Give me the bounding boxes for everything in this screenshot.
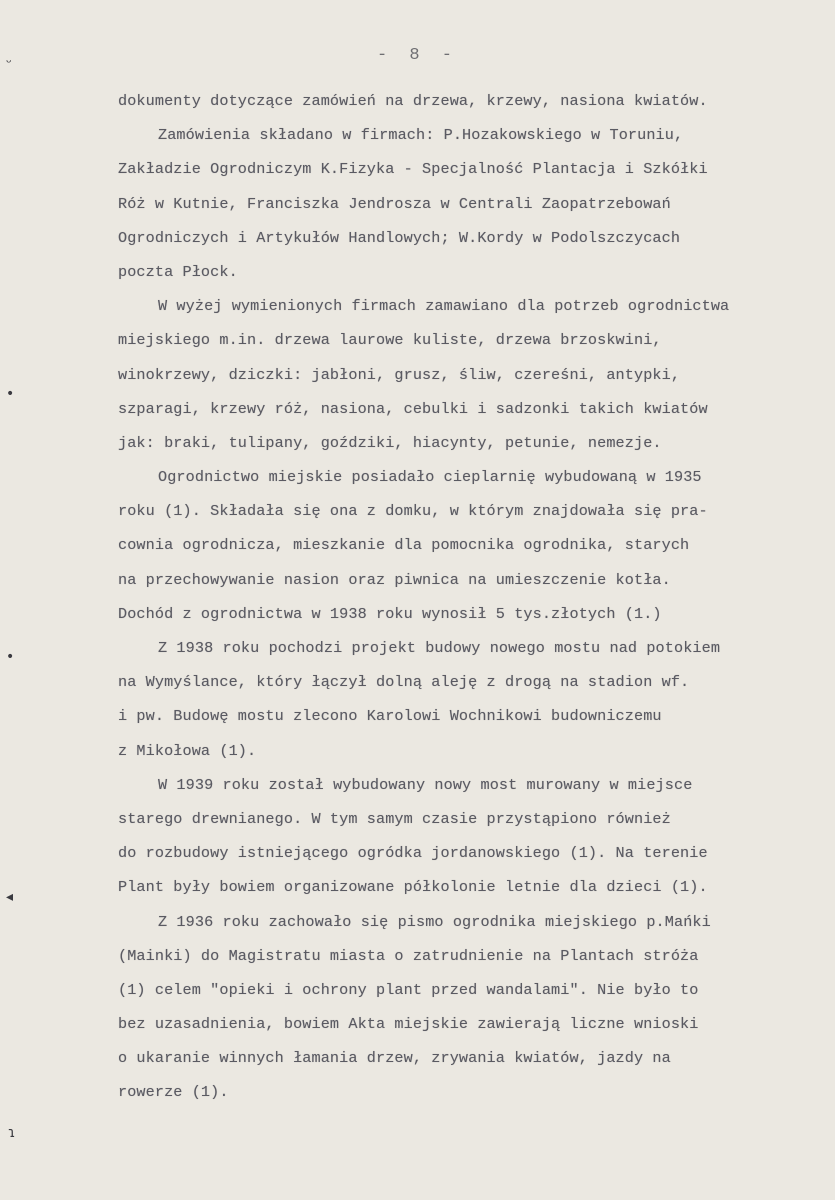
text-line: cownia ogrodnicza, mieszkanie dla pomocnika ogrodnika, starych <box>118 536 690 555</box>
text-line: W wyżej wymienionych firmach zamawiano dla potrzeb ogrodnictwa <box>158 297 730 316</box>
text-line: Róż w Kutnie, Franciszka Jendrosza w Centrali Zaopatrzebowań <box>118 194 671 213</box>
text-line: starego drewnianego. W tym samym czasie przystąpiono również <box>118 809 671 828</box>
text-line: Z 1938 roku pochodzi projekt budowy nowego mostu nad potokiem <box>158 639 721 657</box>
text-line: Dochód z ogrodnictwa w 1938 roku wynosił 5 tys.złotych (1.) <box>118 604 662 623</box>
text-line: Plant były bowiem organizowane półkolonie letnie dla dzieci (1). <box>118 878 708 897</box>
text-line: na przechowywanie nasion oraz piwnica na umieszczenie kotła. <box>118 570 671 589</box>
text-line: i pw. Budowę mostu zlecono Karolowi Wochnikowi budowniczemu <box>118 707 662 726</box>
text-line: Zakładzie Ogrodniczym K.Fizyka - Specjalność Plantacja i Szkółki <box>118 160 708 179</box>
text-line: poczta Płock. <box>118 262 238 281</box>
text-line: roku (1). Składała się ona z domku, w którym znajdowała się pra- <box>118 502 708 521</box>
text-line: o ukaranie winnych łamania drzew, zrywania kwiatów, jazdy na <box>118 1049 671 1068</box>
text-line: Ogrodniczych i Artykułów Handlowych; W.Kordy w Podolszczycach <box>118 228 681 247</box>
text-line: W 1939 roku został wybudowany nowy most murowany w miejsce <box>158 775 693 794</box>
text-line: rowerze (1). <box>118 1083 229 1102</box>
text-line: dokumenty dotyczące zamówień na drzewa, krzewy, nasiona kwiatów. <box>118 92 708 110</box>
text-line: (Mainki) do Magistratu miasta o zatrudnienie na Plantach stróża <box>118 946 699 965</box>
text-line: miejskiego m.in. drzewa laurowe kuliste, drzewa brzoskwini, <box>118 331 662 350</box>
text-line: (1) celem "opieki i ochrony plant przed wandalami". Nie było to <box>118 980 699 999</box>
text-line: Z 1936 roku zachowało się pismo ogrodnika miejskiego p.Mańki <box>158 912 711 931</box>
text-line: bez uzasadnienia, bowiem Akta miejskie zawierają liczne wnioski <box>118 1015 699 1034</box>
text-line: na Wymyślance, który łączył dolną aleję z drogą na stadion wf. <box>118 673 690 692</box>
margin-arrow-mark: ◂ <box>6 889 14 905</box>
text-line: Zamówienia składano w firmach: P.Hozakowskiego w Toruniu, <box>158 126 684 145</box>
text-line: do rozbudowy istniejącego ogródka jordanowskiego (1). Na terenie <box>118 844 708 863</box>
page-number: - 8 - <box>376 46 458 65</box>
margin-dot-2: • <box>6 649 15 665</box>
text-line: z Mikołowa (1). <box>118 741 257 760</box>
text-line: winokrzewy, dziczki: jabłoni, grusz, śliw, czereśni, antypki, <box>118 365 681 384</box>
margin-tick-top: ᵕ <box>6 55 12 71</box>
margin-hook-mark: ɿ <box>8 1125 16 1141</box>
text-line: Ogrodnictwo miejskie posiadało cieplarnię wybudowaną w 1935 <box>158 468 702 487</box>
text-line: szparagi, krzewy róż, nasiona, cebulki i sadzonki takich kwiatów <box>118 399 708 418</box>
body-text <box>118 84 768 1110</box>
margin-dot-1: • <box>6 386 15 402</box>
text-line: jak: braki, tulipany, goździki, hiacynty, petunie, nemezje. <box>118 433 662 452</box>
